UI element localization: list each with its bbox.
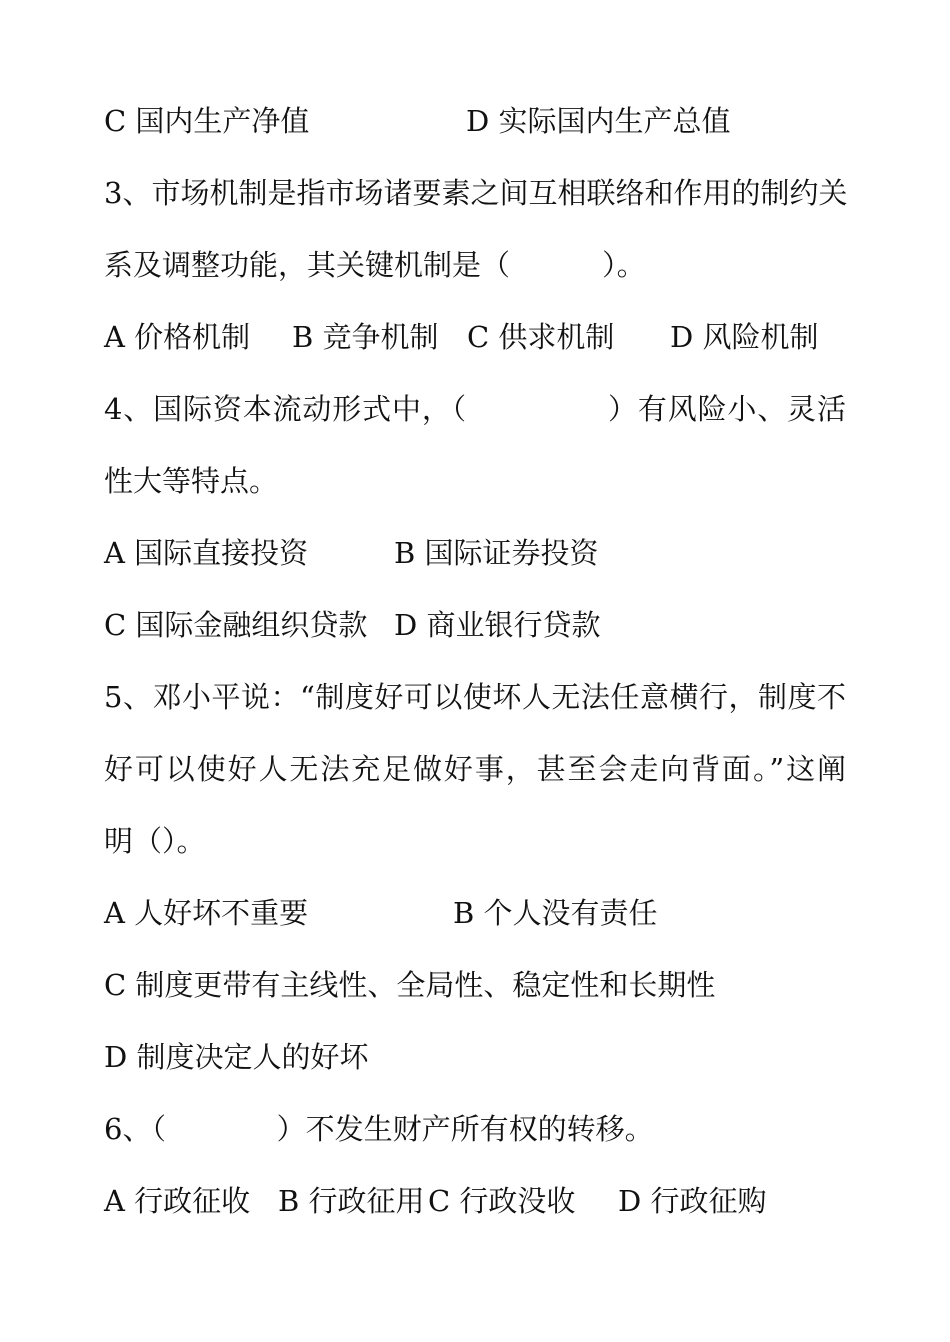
q3-stem-line-1: 3、市场机制是指市场诸要素之间互相联络和作用的制约关 [104,176,848,210]
q5-stem-line-3: 明（）。 [104,824,206,858]
q4-option-d: D 商业银行贷款 [394,608,601,642]
q6-option-b: B 行政征用 [278,1184,425,1218]
q5-stem-line-1: 5、邓小平说：“制度好可以使坏人无法任意横行，制度不 [104,680,846,714]
q6-option-d: D 行政征购 [618,1184,767,1218]
q5-stem-line-2: 好可以使好人无法充足做好事，甚至会走向背面。”这阐 [104,752,846,786]
q6-stem-line-1: 6、（ ）不发生财产所有权的转移。 [104,1112,654,1146]
q6-option-c: C 行政没收 [428,1184,576,1218]
q6-option-a: A 行政征收 [104,1184,251,1218]
q3-option-c: C 供求机制 [467,320,615,354]
q5-option-d: D 制度决定人的好坏 [104,1040,369,1074]
q4-stem-line-2: 性大等特点。 [104,464,279,498]
q5-option-c: C 制度更带有主线性、全局性、稳定性和长期性 [104,968,716,1002]
q2-option-d: D 实际国内生产总值 [466,104,731,138]
q4-stem-line-1: 4、国际资本流动形式中，（ ）有风险小、灵活 [104,392,846,426]
q3-stem-line-2: 系及调整功能，其关键机制是（ ）。 [104,248,646,282]
q4-option-b: B 国际证券投资 [394,536,599,570]
q3-option-d: D 风险机制 [670,320,819,354]
q2-option-c: C 国内生产净值 [104,104,310,138]
q3-option-a: A 价格机制 [104,320,251,354]
q5-option-a: A 人好坏不重要 [104,896,309,930]
q5-option-b: B 个人没有责任 [453,896,658,930]
q3-option-b: B 竞争机制 [292,320,439,354]
q4-option-c: C 国际金融组织贷款 [104,608,368,642]
q4-option-a: A 国际直接投资 [104,536,309,570]
